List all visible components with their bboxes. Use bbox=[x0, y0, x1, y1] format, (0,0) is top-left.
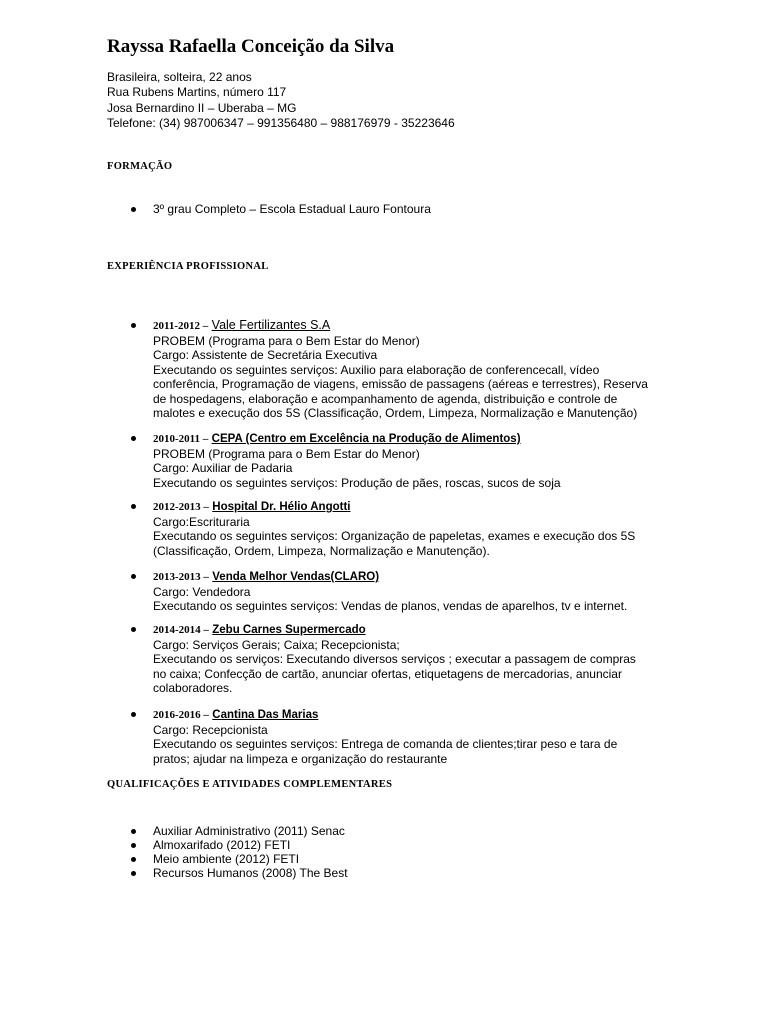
entry-line: de hospedagens, elaboração e acompanhamento de agenda, distribuição e controle de bbox=[153, 391, 618, 406]
entry-line: conferência, Programação de viagens, emissão de passagens (aéreas e terrestres), Reserva bbox=[153, 377, 648, 391]
entry-title bbox=[153, 431, 561, 447]
entry-period: 2012-2013 – bbox=[153, 501, 209, 513]
entry-line: PROBEM (Programa para o Bem Estar do Menor) bbox=[153, 333, 420, 348]
qualification-text: Meio ambiente (2012) FETI bbox=[153, 852, 300, 866]
entry-company: Zebu Carnes Supermercado bbox=[212, 624, 366, 636]
entry-line: pratos; ajudar na limpeza e organização do restaurante bbox=[153, 751, 448, 766]
entry-title bbox=[153, 569, 627, 585]
education-item bbox=[153, 202, 431, 217]
entry-line: Cargo: Auxiliar de Padaria bbox=[153, 461, 293, 475]
experience-entry bbox=[153, 707, 617, 766]
entry-period: 2016-2016 – bbox=[153, 709, 209, 721]
info-line: Brasileira, solteira, 22 anos bbox=[107, 70, 252, 84]
entry-company: Venda Melhor Vendas(CLARO) bbox=[212, 571, 380, 583]
entry-line: Cargo: Serviços Gerais; Caixa; Recepcionista; bbox=[153, 637, 400, 652]
entry-title bbox=[153, 622, 636, 638]
entry-line: Cargo:Escrituraria bbox=[153, 514, 250, 529]
entry-line: Executando os seguintes serviços: Entrega de comanda de clientes;tirar peso e tara de bbox=[153, 737, 618, 751]
education-heading: FORMAÇÃO bbox=[107, 161, 173, 172]
qualification-text: Auxiliar Administrativo (2011) Senac bbox=[153, 824, 345, 838]
entry-title bbox=[153, 707, 617, 723]
entry-line: malotes e execução dos 5S (Classificação, Ordem, Limpeza, Normalização e Manutenção) bbox=[153, 406, 638, 420]
bullet-marker bbox=[131, 871, 136, 876]
entry-company: CEPA (Centro em Excelência na Produção de Alimentos) bbox=[211, 433, 521, 445]
entry-line: Executando os seguintes serviços: Auxilio para elaboração de conferencecall, vídeo bbox=[153, 362, 600, 377]
entry-line: Cargo: Vendedora bbox=[153, 584, 251, 599]
entry-company: Cantina Das Marias bbox=[212, 709, 319, 721]
qualifications-heading: QUALIFICAÇÕES E ATIVIDADES COMPLEMENTARES bbox=[107, 779, 393, 790]
experience-entry bbox=[153, 622, 636, 696]
entry-period: 2013-2013 – bbox=[153, 571, 209, 583]
experience-entry bbox=[153, 431, 561, 490]
entry-company: Vale Fertilizantes S.A bbox=[211, 318, 331, 332]
entry-line: no caixa; Confecção de cartão, anunciar ofertas, etiquetagens de mercadorias, anunciar bbox=[153, 666, 622, 681]
entry-period: 2014-2014 – bbox=[153, 624, 209, 636]
entry-line: Executando os seguintes serviços: Organização de papeletas, exames e execução dos 5S bbox=[153, 529, 636, 543]
personal-info bbox=[107, 70, 455, 131]
entry-title bbox=[153, 318, 648, 334]
candidate-name: Rayssa Rafaella Conceição da Silva bbox=[107, 36, 395, 57]
entry-line: PROBEM (Programa para o Bem Estar do Menor) bbox=[153, 446, 420, 461]
entry-period: 2010-2011 – bbox=[153, 433, 209, 445]
entry-line: Executando os seguintes serviços: Produção de pães, roscas, sucos de soja bbox=[153, 475, 561, 490]
bullet-marker bbox=[131, 574, 136, 579]
education-text: 3º grau Completo – Escola Estadual Lauro Fontoura bbox=[153, 202, 431, 216]
entry-title bbox=[153, 499, 635, 515]
entry-line: Cargo: Recepcionista bbox=[153, 722, 268, 737]
bullet-marker bbox=[131, 712, 136, 717]
bullet-marker bbox=[131, 843, 136, 848]
experience-entry bbox=[153, 318, 648, 421]
bullet-marker bbox=[131, 207, 136, 212]
entry-line: colaboradores. bbox=[153, 681, 233, 695]
bullet-marker bbox=[131, 323, 136, 328]
qualification-item bbox=[153, 866, 348, 880]
entry-company: Hospital Dr. Hélio Angotti bbox=[212, 501, 351, 513]
qualification-item bbox=[153, 852, 348, 866]
info-line: Telefone: (34) 987006347 – 991356480 – 988176979 - 35223646 bbox=[107, 115, 455, 130]
qualification-item bbox=[153, 838, 348, 852]
bullet-marker bbox=[131, 436, 136, 441]
info-line: Josa Bernardino II – Uberaba – MG bbox=[107, 100, 297, 115]
qualifications-list bbox=[153, 824, 348, 880]
entry-period: 2011-2012 – bbox=[153, 320, 209, 332]
bullet-marker bbox=[131, 627, 136, 632]
experience-entry bbox=[153, 569, 627, 614]
bullet-marker bbox=[131, 857, 136, 862]
qualification-text: Almoxarifado (2012) FETI bbox=[153, 838, 291, 852]
bullet-marker bbox=[131, 504, 136, 509]
entry-line: (Classificação, Ordem, Limpeza, Normalização e Manutenção). bbox=[153, 543, 490, 558]
info-line: Rua Rubens Martins, número 117 bbox=[107, 85, 287, 100]
entry-line: Executando os seguintes serviços: Vendas de planos, vendas de aparelhos, tv e internet. bbox=[153, 599, 628, 613]
experience-entry bbox=[153, 499, 635, 558]
experience-heading: EXPERIÊNCIA PROFISSIONAL bbox=[107, 261, 269, 272]
entry-line: Executando os serviços: Executando diversos serviços ; executar a passagem de compras bbox=[153, 652, 636, 666]
qualification-item bbox=[153, 824, 348, 838]
bullet-marker bbox=[131, 829, 136, 834]
qualification-text: Recursos Humanos (2008) The Best bbox=[153, 866, 348, 880]
entry-line: Cargo: Assistente de Secretária Executiva bbox=[153, 348, 378, 362]
